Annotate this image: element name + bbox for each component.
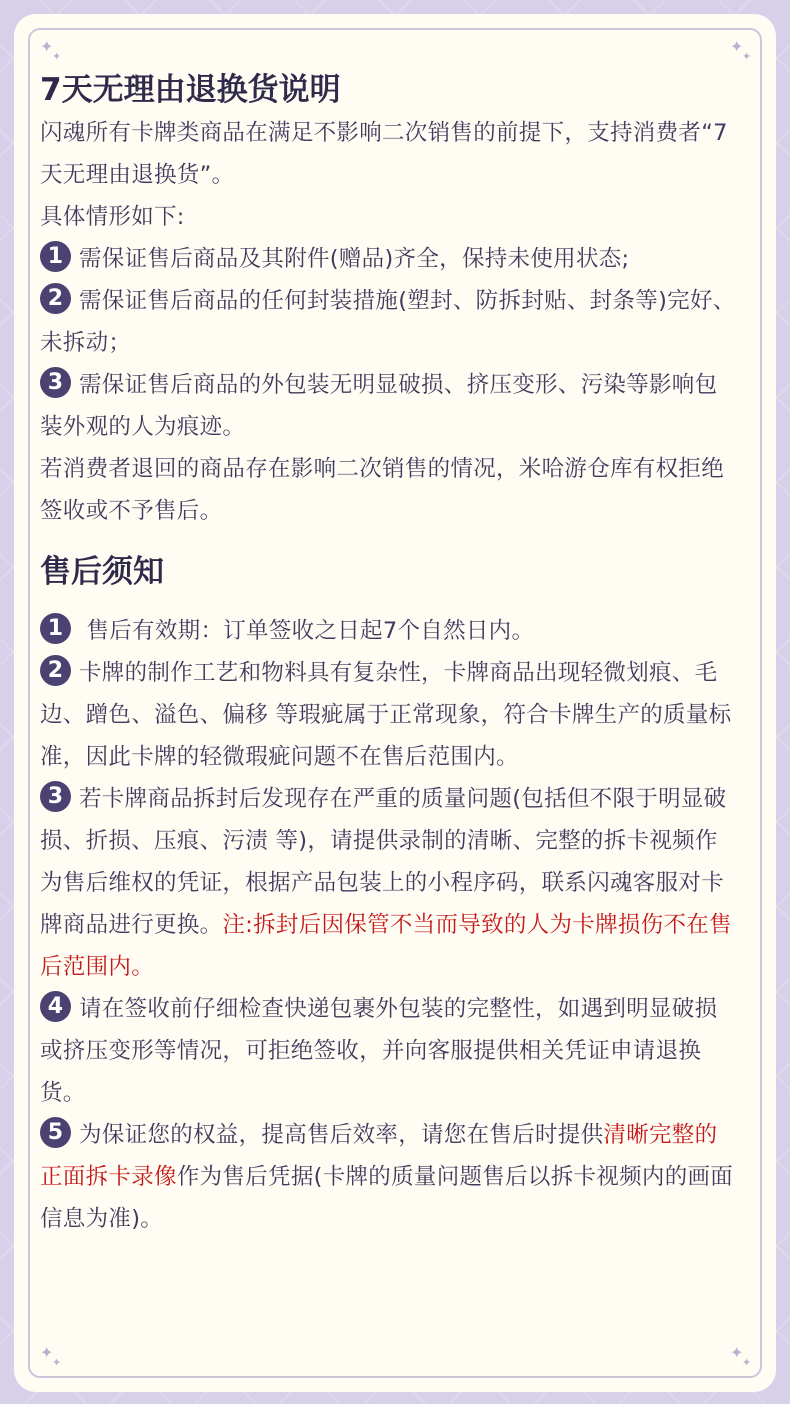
list-item-text: 需保证售后商品的任何封装措施(塑封、防拆封贴、封条等)完好、未拆动； — [40, 288, 736, 356]
list-item — [40, 364, 740, 448]
return-policy-footer: 若消费者退回的商品存在影响二次销售的情况，米哈游仓库有权拒绝签收或不予售后。 — [40, 456, 725, 524]
number-badge: 2 — [40, 655, 71, 686]
return-policy-intro: 闪魂所有卡牌类商品在满足不影响二次销售的前提下，支持消费者“7天无理由退换货”。 — [40, 120, 728, 188]
list-item-text: 需保证售后商品及其附件(赠品)齐全，保持未使用状态; — [79, 246, 630, 272]
list-item-text: 为保证您的权益，提高售后效率，请您在售后时提供 — [79, 1122, 604, 1148]
list-item — [40, 988, 740, 1114]
list-item-text: 卡牌的制作工艺和物料具有复杂性，卡牌商品出现轻微划痕、毛边、蹭色、溢色、偏移 等瑕疵属于正常现象，符合卡牌生产的质量标准，因此卡牌的轻微瑕疵问题不在售后范围内。 — [40, 660, 732, 770]
list-item — [40, 610, 740, 652]
list-item — [40, 280, 740, 364]
number-badge: 5 — [40, 1117, 71, 1148]
return-policy-sub: 具体情形如下: — [40, 204, 185, 230]
number-badge: 1 — [40, 241, 71, 272]
sparkle-icon: ✦ ✦ — [730, 37, 752, 63]
number-badge: 4 — [40, 991, 71, 1022]
list-item-text: 需保证售后商品的外包装无明显破损、挤压变形、污染等影响包装外观的人为痕迹。 — [40, 372, 718, 440]
number-badge: 3 — [40, 781, 71, 812]
list-item — [40, 652, 740, 778]
number-badge: 1 — [40, 613, 71, 644]
list-item-text: 作为售后凭据(卡牌的质量问题售后以拆卡视频内的画面信息为准)。 — [40, 1164, 734, 1232]
list-item-text: 若卡牌商品拆封后发现存在严重的质量问题(包括但不限于明显破损、折损、压痕、污渍 等)，请提供录制的清晰、完整的拆卡视频作为售后维权的凭证，根据产品包装上的小程序码，联系闪魂客服对卡牌商品进行更换。 — [40, 786, 727, 938]
warning-text: 注:拆封后因保管不当而导致的人为卡牌损伤不在售后范围内。 — [40, 912, 732, 980]
list-item-text: 售后有效期：订单签收之日起7个自然日内。 — [79, 618, 535, 644]
warning-text: 清晰完整的正面拆卡录像 — [40, 1122, 718, 1190]
list-item — [40, 1114, 740, 1240]
number-badge: 2 — [40, 283, 71, 314]
sparkle-icon: ✦ ✦ — [40, 37, 62, 63]
sparkle-icon: ✦ ✦ — [40, 1343, 62, 1369]
content — [40, 68, 740, 1240]
list-item-text: 请在签收前仔细检查快递包裹外包装的完整性，如遇到明显破损或挤压变形等情况，可拒绝签收，并向客服提供相关凭证申请退换货。 — [40, 996, 718, 1106]
number-badge: 3 — [40, 367, 71, 398]
return-policy-title: 7天无理由退换货说明 — [40, 72, 341, 108]
aftersale-title: 售后须知 — [40, 554, 164, 590]
list-item — [40, 238, 740, 280]
list-item — [40, 778, 740, 988]
sparkle-icon: ✦ ✦ — [730, 1343, 752, 1369]
